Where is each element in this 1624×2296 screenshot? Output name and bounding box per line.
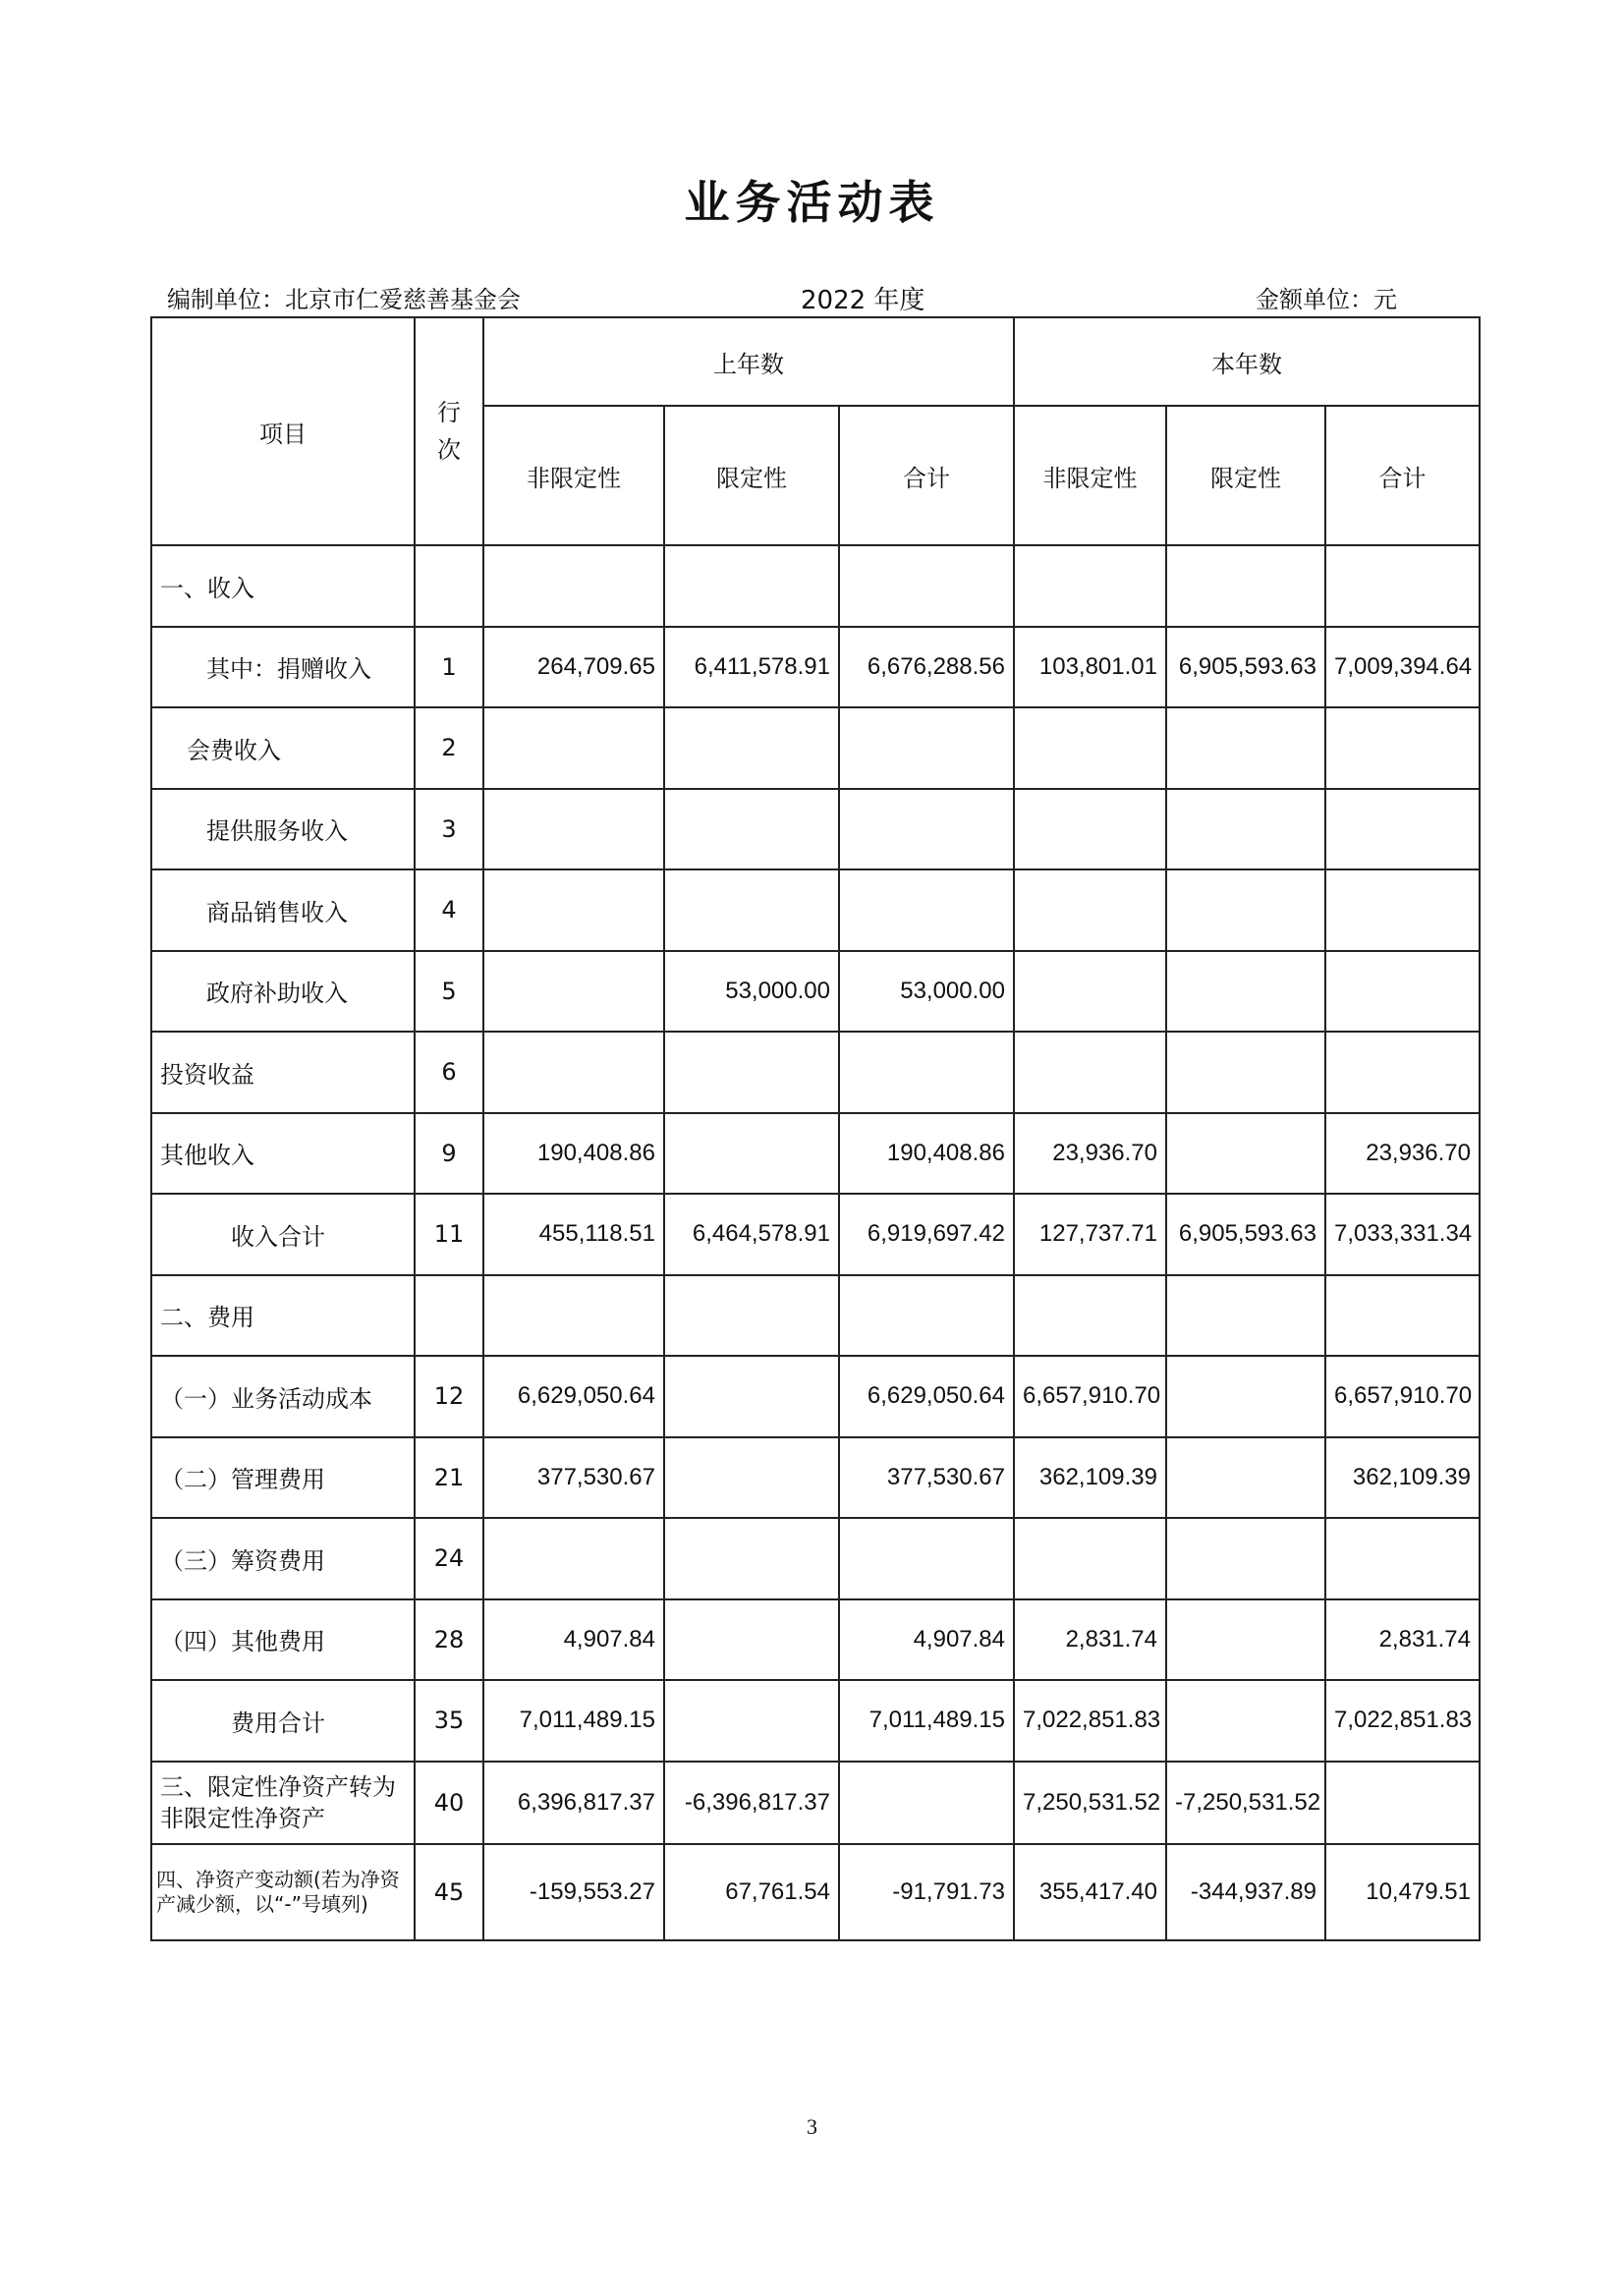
row-item-label: 提供服务收入 — [151, 789, 415, 870]
table-row — [151, 707, 1480, 789]
cell-curr-total — [1325, 545, 1480, 627]
row-line-number: 28 — [415, 1599, 483, 1681]
cell-curr-restricted — [1166, 1680, 1325, 1762]
cell-prev-total: 190,408.86 — [839, 1113, 1014, 1195]
table-row — [151, 1844, 1480, 1940]
cell-curr-restricted — [1166, 789, 1325, 870]
row-item-label: 二、费用 — [151, 1275, 415, 1357]
cell-curr-total: 7,009,394.64 — [1325, 627, 1480, 708]
cell-curr-unrestricted: 2,831.74 — [1014, 1599, 1166, 1681]
cell-prev-unrestricted: 455,118.51 — [483, 1194, 664, 1275]
cell-prev-restricted — [664, 707, 839, 789]
cell-curr-unrestricted: 23,936.70 — [1014, 1113, 1166, 1195]
row-line-number — [415, 1275, 483, 1357]
cell-prev-total: 6,629,050.64 — [839, 1356, 1014, 1437]
cell-prev-restricted: 6,464,578.91 — [664, 1194, 839, 1275]
cell-prev-total: 53,000.00 — [839, 951, 1014, 1033]
row-item-label: 投资收益 — [151, 1032, 415, 1113]
header-curr-unrestricted: 非限定性 — [1014, 406, 1166, 545]
cell-prev-restricted — [664, 1518, 839, 1599]
cell-curr-restricted — [1166, 869, 1325, 951]
cell-prev-restricted — [664, 869, 839, 951]
fiscal-year: 2022 年度 — [801, 286, 925, 315]
cell-curr-total: 362,109.39 — [1325, 1437, 1480, 1519]
cell-curr-restricted — [1166, 1275, 1325, 1357]
cell-prev-total — [839, 789, 1014, 870]
table-row — [151, 1599, 1480, 1681]
header-prev-total: 合计 — [839, 406, 1014, 545]
row-line-number: 24 — [415, 1518, 483, 1599]
cell-prev-total — [839, 545, 1014, 627]
cell-curr-unrestricted: 127,737.71 — [1014, 1194, 1166, 1275]
cell-prev-unrestricted — [483, 1275, 664, 1357]
table-row — [151, 1032, 1480, 1113]
cell-curr-total — [1325, 1032, 1480, 1113]
cell-prev-unrestricted: 190,408.86 — [483, 1113, 664, 1195]
table-row — [151, 1680, 1480, 1762]
cell-prev-unrestricted: 6,629,050.64 — [483, 1356, 664, 1437]
cell-curr-restricted — [1166, 1437, 1325, 1519]
row-line-number: 1 — [415, 627, 483, 708]
table-row — [151, 1113, 1480, 1195]
cell-curr-unrestricted — [1014, 1518, 1166, 1599]
row-line-number: 3 — [415, 789, 483, 870]
header-item: 项目 — [151, 317, 415, 545]
table-row — [151, 1275, 1480, 1357]
cell-prev-unrestricted: 7,011,489.15 — [483, 1680, 664, 1762]
cell-prev-unrestricted — [483, 545, 664, 627]
row-item-label: 收入合计 — [151, 1194, 415, 1275]
cell-curr-total — [1325, 869, 1480, 951]
header-prev-year: 上年数 — [483, 317, 1014, 406]
header-curr-year: 本年数 — [1014, 317, 1480, 406]
cell-prev-total: 6,676,288.56 — [839, 627, 1014, 708]
cell-curr-restricted: -344,937.89 — [1166, 1844, 1325, 1940]
cell-prev-total — [839, 1518, 1014, 1599]
cell-prev-unrestricted — [483, 869, 664, 951]
header-prev-unrestricted: 非限定性 — [483, 406, 664, 545]
cell-prev-unrestricted: 6,396,817.37 — [483, 1762, 664, 1844]
row-item-label: （一）业务活动成本 — [151, 1356, 415, 1437]
cell-curr-unrestricted — [1014, 951, 1166, 1033]
header-prev-restricted: 限定性 — [664, 406, 839, 545]
cell-prev-restricted: 53,000.00 — [664, 951, 839, 1033]
row-item-label: （三）筹资费用 — [151, 1518, 415, 1599]
table-row — [151, 545, 1480, 627]
row-item-label: （四）其他费用 — [151, 1599, 415, 1681]
cell-curr-total — [1325, 951, 1480, 1033]
row-item-label: 三、限定性净资产转为非限定性净资产 — [151, 1762, 415, 1844]
cell-curr-restricted — [1166, 1518, 1325, 1599]
row-item-label: 政府补助收入 — [151, 951, 415, 1033]
row-line-number: 12 — [415, 1356, 483, 1437]
cell-prev-total — [839, 707, 1014, 789]
cell-prev-restricted — [664, 789, 839, 870]
row-line-number: 21 — [415, 1437, 483, 1519]
cell-curr-total — [1325, 1518, 1480, 1599]
row-item-label: 四、净资产变动额(若为净资产减少额，以“-”号填列) — [151, 1844, 415, 1940]
business-activity-table — [150, 316, 1481, 1941]
row-line-number: 5 — [415, 951, 483, 1033]
cell-prev-restricted — [664, 1032, 839, 1113]
cell-prev-restricted — [664, 1113, 839, 1195]
cell-curr-restricted — [1166, 707, 1325, 789]
cell-prev-total: -91,791.73 — [839, 1844, 1014, 1940]
row-item-label: 商品销售收入 — [151, 869, 415, 951]
page-number: 3 — [807, 2114, 817, 2139]
cell-prev-restricted — [664, 1599, 839, 1681]
cell-curr-total: 10,479.51 — [1325, 1844, 1480, 1940]
cell-curr-total: 2,831.74 — [1325, 1599, 1480, 1681]
cell-curr-unrestricted — [1014, 707, 1166, 789]
row-line-number: 45 — [415, 1844, 483, 1940]
row-item-label: 其中：捐赠收入 — [151, 627, 415, 708]
table-row — [151, 1518, 1480, 1599]
cell-curr-restricted — [1166, 1032, 1325, 1113]
cell-curr-total — [1325, 1275, 1480, 1357]
cell-prev-total: 377,530.67 — [839, 1437, 1014, 1519]
cell-curr-restricted — [1166, 1599, 1325, 1681]
cell-prev-unrestricted — [483, 707, 664, 789]
cell-curr-restricted — [1166, 951, 1325, 1033]
cell-curr-unrestricted: 7,022,851.83 — [1014, 1680, 1166, 1762]
cell-prev-unrestricted — [483, 789, 664, 870]
cell-prev-unrestricted — [483, 1518, 664, 1599]
table-row — [151, 869, 1480, 951]
cell-prev-total — [839, 869, 1014, 951]
row-line-number: 2 — [415, 707, 483, 789]
cell-prev-total: 4,907.84 — [839, 1599, 1014, 1681]
cell-curr-total — [1325, 789, 1480, 870]
table-row — [151, 1194, 1480, 1275]
cell-prev-unrestricted — [483, 951, 664, 1033]
cell-curr-unrestricted: 355,417.40 — [1014, 1844, 1166, 1940]
cell-prev-unrestricted: 377,530.67 — [483, 1437, 664, 1519]
cell-curr-restricted: 6,905,593.63 — [1166, 627, 1325, 708]
cell-prev-total: 7,011,489.15 — [839, 1680, 1014, 1762]
row-item-label: 费用合计 — [151, 1680, 415, 1762]
cell-prev-unrestricted: 4,907.84 — [483, 1599, 664, 1681]
row-item-label: （二）管理费用 — [151, 1437, 415, 1519]
cell-prev-unrestricted: -159,553.27 — [483, 1844, 664, 1940]
table-row — [151, 627, 1480, 708]
table-row — [151, 1356, 1480, 1437]
cell-prev-total — [839, 1275, 1014, 1357]
cell-curr-restricted — [1166, 1113, 1325, 1195]
cell-curr-unrestricted: 362,109.39 — [1014, 1437, 1166, 1519]
cell-curr-restricted — [1166, 545, 1325, 627]
cell-curr-total — [1325, 1762, 1480, 1844]
cell-prev-restricted — [664, 545, 839, 627]
cell-curr-total: 7,033,331.34 — [1325, 1194, 1480, 1275]
cell-curr-total: 23,936.70 — [1325, 1113, 1480, 1195]
row-item-label: 会费收入 — [151, 707, 415, 789]
cell-prev-unrestricted: 264,709.65 — [483, 627, 664, 708]
cell-curr-total — [1325, 707, 1480, 789]
row-line-number: 6 — [415, 1032, 483, 1113]
row-item-label: 一、收入 — [151, 545, 415, 627]
row-line-number: 35 — [415, 1680, 483, 1762]
cell-prev-total: 6,919,697.42 — [839, 1194, 1014, 1275]
cell-curr-total: 6,657,910.70 — [1325, 1356, 1480, 1437]
row-line-number: 4 — [415, 869, 483, 951]
row-line-number: 9 — [415, 1113, 483, 1195]
cell-prev-restricted: 6,411,578.91 — [664, 627, 839, 708]
cell-curr-unrestricted — [1014, 789, 1166, 870]
cell-curr-restricted — [1166, 1356, 1325, 1437]
row-item-label: 其他收入 — [151, 1113, 415, 1195]
cell-prev-restricted — [664, 1275, 839, 1357]
cell-curr-unrestricted — [1014, 869, 1166, 951]
cell-curr-total: 7,022,851.83 — [1325, 1680, 1480, 1762]
cell-curr-unrestricted: 6,657,910.70 — [1014, 1356, 1166, 1437]
table-row — [151, 951, 1480, 1033]
cell-curr-unrestricted — [1014, 545, 1166, 627]
page-title: 业务活动表 — [684, 176, 940, 229]
header-line-no-text: 行 次 — [437, 399, 461, 464]
table-row — [151, 789, 1480, 870]
cell-curr-restricted: -7,250,531.52 — [1166, 1762, 1325, 1844]
header-curr-restricted: 限定性 — [1166, 406, 1325, 545]
header-curr-total: 合计 — [1325, 406, 1480, 545]
row-line-number — [415, 545, 483, 627]
cell-curr-unrestricted: 7,250,531.52 — [1014, 1762, 1166, 1844]
cell-curr-unrestricted: 103,801.01 — [1014, 627, 1166, 708]
table-row — [151, 1437, 1480, 1519]
row-line-number: 11 — [415, 1194, 483, 1275]
cell-prev-restricted — [664, 1437, 839, 1519]
reporting-unit: 编制单位：北京市仁爱慈善基金会 — [167, 286, 521, 313]
header-line-no — [415, 317, 483, 545]
cell-prev-restricted: 67,761.54 — [664, 1844, 839, 1940]
cell-prev-total — [839, 1762, 1014, 1844]
cell-prev-restricted — [664, 1680, 839, 1762]
cell-curr-restricted: 6,905,593.63 — [1166, 1194, 1325, 1275]
cell-prev-total — [839, 1032, 1014, 1113]
cell-prev-unrestricted — [483, 1032, 664, 1113]
cell-prev-restricted — [664, 1356, 839, 1437]
cell-curr-unrestricted — [1014, 1275, 1166, 1357]
cell-prev-restricted: -6,396,817.37 — [664, 1762, 839, 1844]
currency-unit: 金额单位：元 — [1256, 286, 1397, 313]
cell-curr-unrestricted — [1014, 1032, 1166, 1113]
table-row — [151, 1762, 1480, 1844]
row-line-number: 40 — [415, 1762, 483, 1844]
